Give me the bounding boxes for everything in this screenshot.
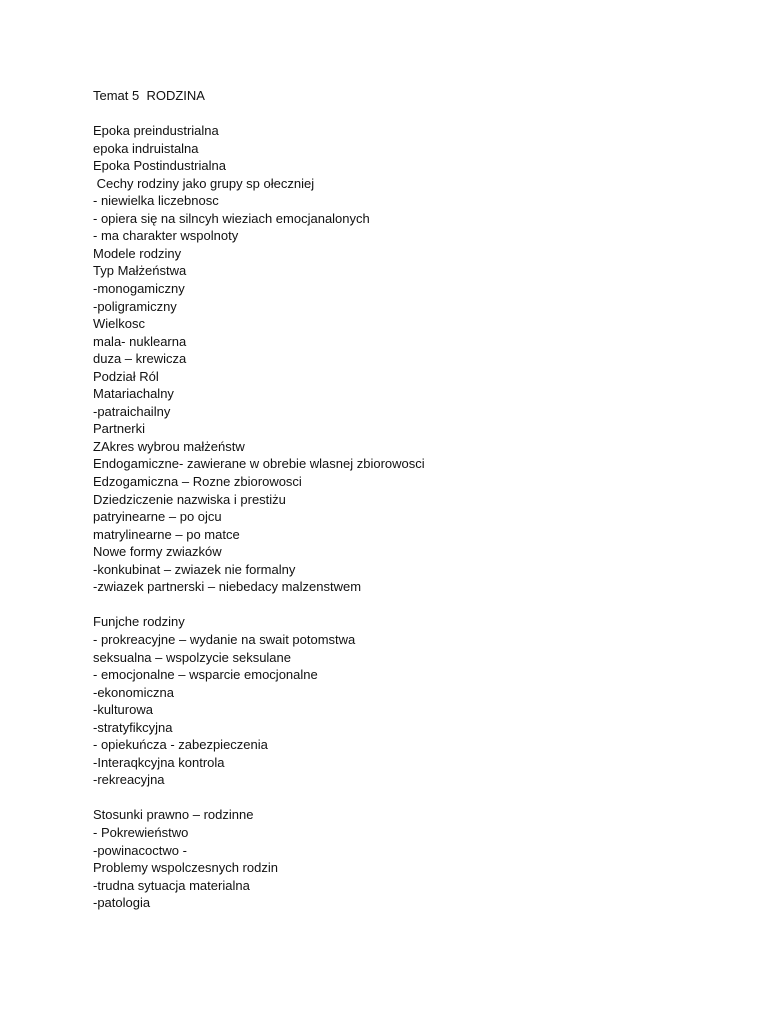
text-line: -kulturowa — [93, 702, 153, 718]
text-line: Problemy wspolczesnych rodzin — [93, 860, 278, 876]
text-line: -rekreacyjna — [93, 772, 165, 788]
text-line: - emocjonalne – wsparcie emocjonalne — [93, 667, 318, 683]
text-line: - opiekuńcza - zabezpieczenia — [93, 737, 268, 753]
text-line: - opiera się na silncyh wieziach emocjanalonych — [93, 210, 370, 226]
text-line: - prokreacyjne – wydanie na swait potomstwa — [93, 631, 356, 647]
text-line: - ma charakter wspolnoty — [93, 228, 239, 244]
text-line: epoka indruistalna — [93, 140, 199, 156]
text-line: mala- nuklearna — [93, 333, 187, 349]
text-line: -konkubinat – zwiazek nie formalny — [93, 561, 296, 577]
text-line: -poligramiczny — [93, 298, 177, 314]
text-line: Epoka Postindustrialna — [93, 158, 226, 174]
text-line: Funjche rodziny — [93, 614, 185, 630]
text-line: Dziedziczenie nazwiska i prestiżu — [93, 491, 286, 507]
text-line: Typ Małżeństwa — [93, 263, 187, 279]
text-line: -patraichailny — [93, 403, 171, 419]
text-line: -monogamiczny — [93, 281, 185, 297]
text-line: Modele rodziny — [93, 245, 182, 261]
text-line: -ekonomiczna — [93, 684, 174, 700]
blank-line — [93, 596, 733, 614]
document-body — [93, 87, 733, 912]
blank-line — [93, 789, 733, 807]
text-line: - Pokrewieństwo — [93, 824, 189, 840]
document-title: Temat 5 RODZINA — [93, 88, 205, 103]
text-line: patryinearne – po ojcu — [93, 509, 222, 525]
blank-line — [93, 105, 733, 123]
text-line: Wielkosc — [93, 316, 146, 332]
text-line: Epoka preindustrialna — [93, 123, 219, 139]
text-line: Podział Ról — [93, 368, 159, 384]
text-line: -powinacoctwo - — [93, 842, 187, 858]
text-line: Matariachalny — [93, 386, 174, 402]
text-line: matrylinearne – po matce — [93, 526, 240, 542]
text-line: ZAkres wybrou małżeństw — [93, 438, 245, 454]
text-line: - niewielka liczebnosc — [93, 193, 219, 209]
text-line: Endogamiczne- zawierane w obrebie wlasnej zbiorowosci — [93, 456, 425, 472]
text-line: -Interaqkcyjna kontrola — [93, 754, 225, 770]
text-line: -stratyfikcyjna — [93, 719, 173, 735]
text-line: Cechy rodziny jako grupy sp ołeczniej — [93, 175, 315, 191]
text-line: -zwiazek partnerski – niebedacy malzenstwem — [93, 579, 362, 595]
text-line: -trudna sytuacja materialna — [93, 877, 250, 893]
text-line: Stosunki prawno – rodzinne — [93, 807, 254, 823]
text-line: duza – krewicza — [93, 351, 187, 367]
text-line: seksualna – wspolzycie seksulane — [93, 649, 291, 665]
text-line: Edzogamiczna – Rozne zbiorowosci — [93, 474, 302, 490]
text-line: -patologia — [93, 895, 151, 911]
text-line: Partnerki — [93, 421, 146, 437]
text-line: Nowe formy zwiazków — [93, 544, 222, 560]
